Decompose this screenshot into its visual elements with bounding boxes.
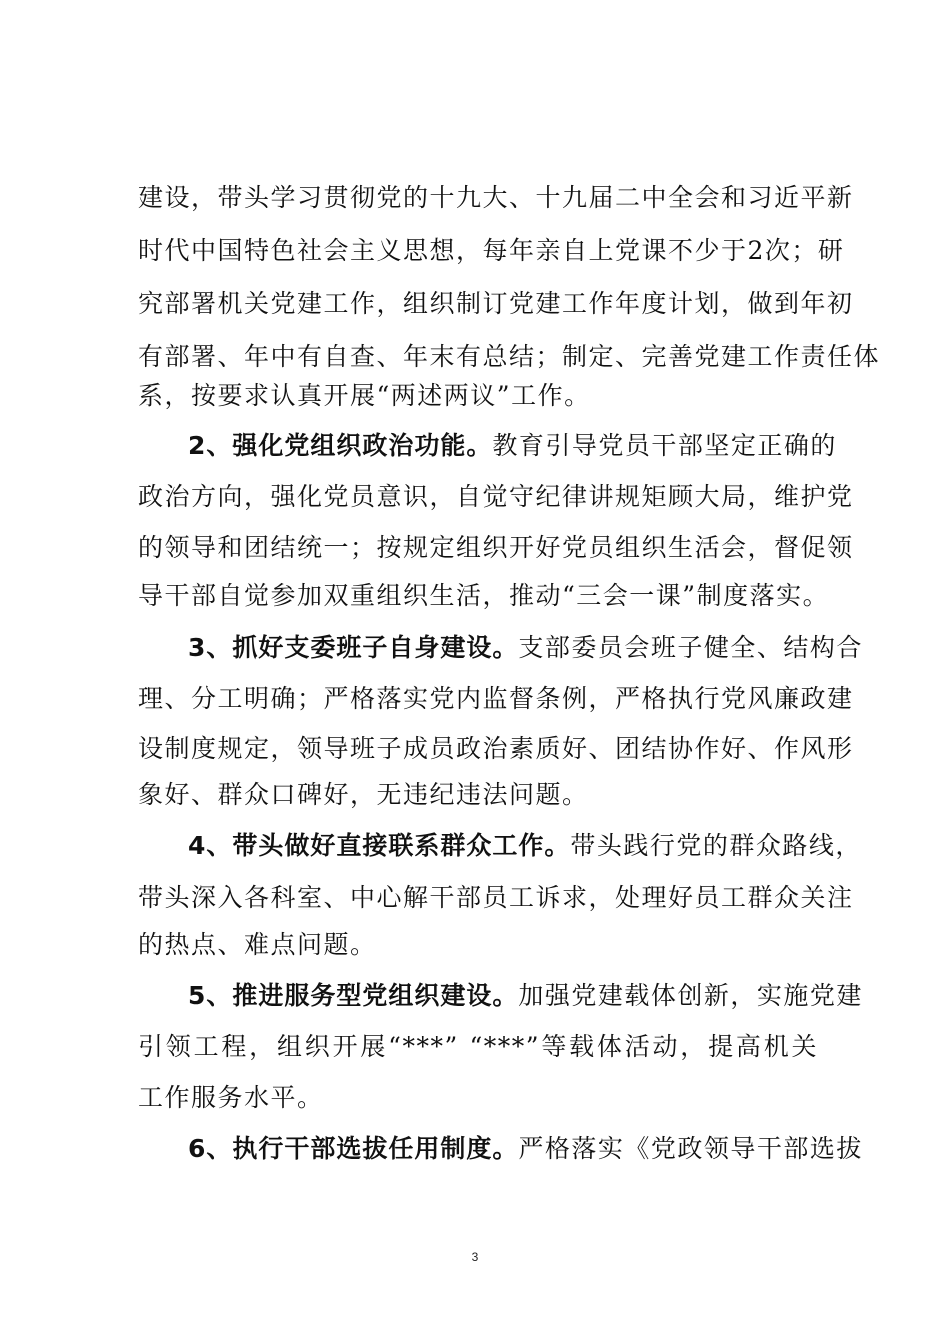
paragraph-2-heading: 2、强化党组织政治功能。	[188, 431, 493, 460]
page-number: 3	[471, 1250, 479, 1264]
paragraph-1-line-4: 有部署、年中有自查、年末有总结；制定、完善党建工作责任体	[138, 342, 881, 371]
paragraph-3-line-4: 象好、群众口碑好，无违纪违法问题。	[138, 780, 589, 809]
paragraph-3-line-1-text: 支部委员会班子健全、结构合	[518, 633, 863, 662]
paragraph-5-line-1	[188, 978, 863, 1014]
paragraph-6-line-1	[188, 1131, 863, 1167]
paragraph-5-heading: 5、推进服务型党组织建设。	[188, 981, 519, 1010]
paragraph-1-line-3: 究部署机关党建工作，组织制订党建工作年度计划，做到年初	[138, 289, 854, 318]
paragraph-5-line-3: 工作服务水平。	[138, 1083, 324, 1112]
paragraph-3-line-3: 设制度规定，领导班子成员政治素质好、团结协作好、作风形	[138, 734, 854, 763]
paragraph-5-line-1-text: 加强党建载体创新，实施党建	[518, 981, 863, 1010]
paragraph-3-line-1	[188, 630, 863, 666]
paragraph-4-heading: 4、带头做好直接联系群众工作。	[188, 831, 571, 860]
paragraph-4-line-2: 带头深入各科室、中心解干部员工诉求，处理好员工群众关注	[138, 883, 854, 912]
paragraph-5-line-2: 引领工程，组织开展“***” “***”等载体活动，提高机关	[138, 1032, 818, 1061]
paragraph-4-line-1	[188, 828, 862, 864]
paragraph-6-heading: 6、执行干部选拔任用制度。	[188, 1134, 519, 1163]
paragraph-4-line-1-text: 带头践行党的群众路线，	[570, 831, 862, 860]
paragraph-6-line-1-text: 严格落实《党政领导干部选拔	[518, 1134, 863, 1163]
paragraph-2-line-2: 政治方向，强化党员意识，自觉守纪律讲规矩顾大局，维护党	[138, 482, 854, 511]
paragraph-3-line-2: 理、分工明确；严格落实党内监督条例，严格执行党风廉政建	[138, 684, 854, 713]
paragraph-2-line-1	[188, 428, 837, 464]
paragraph-2-line-4: 导干部自觉参加双重组织生活，推动“三会一课”制度落实。	[138, 581, 830, 610]
paragraph-1-line-2: 时代中国特色社会主义思想，每年亲自上党课不少于2次；研	[138, 236, 845, 265]
paragraph-2-line-3: 的领导和团结统一；按规定组织开好党员组织生活会，督促领	[138, 533, 854, 562]
paragraph-1-line-5: 系，按要求认真开展“两述两议”工作。	[138, 381, 591, 410]
paragraph-2-line-1-text: 教育引导党员干部坚定正确的	[492, 431, 837, 460]
paragraph-3-heading: 3、抓好支委班子自身建设。	[188, 633, 519, 662]
paragraph-1-line-1: 建设，带头学习贯彻党的十九大、十九届二中全会和习近平新	[138, 183, 854, 212]
paragraph-4-line-3: 的热点、难点问题。	[138, 930, 377, 959]
